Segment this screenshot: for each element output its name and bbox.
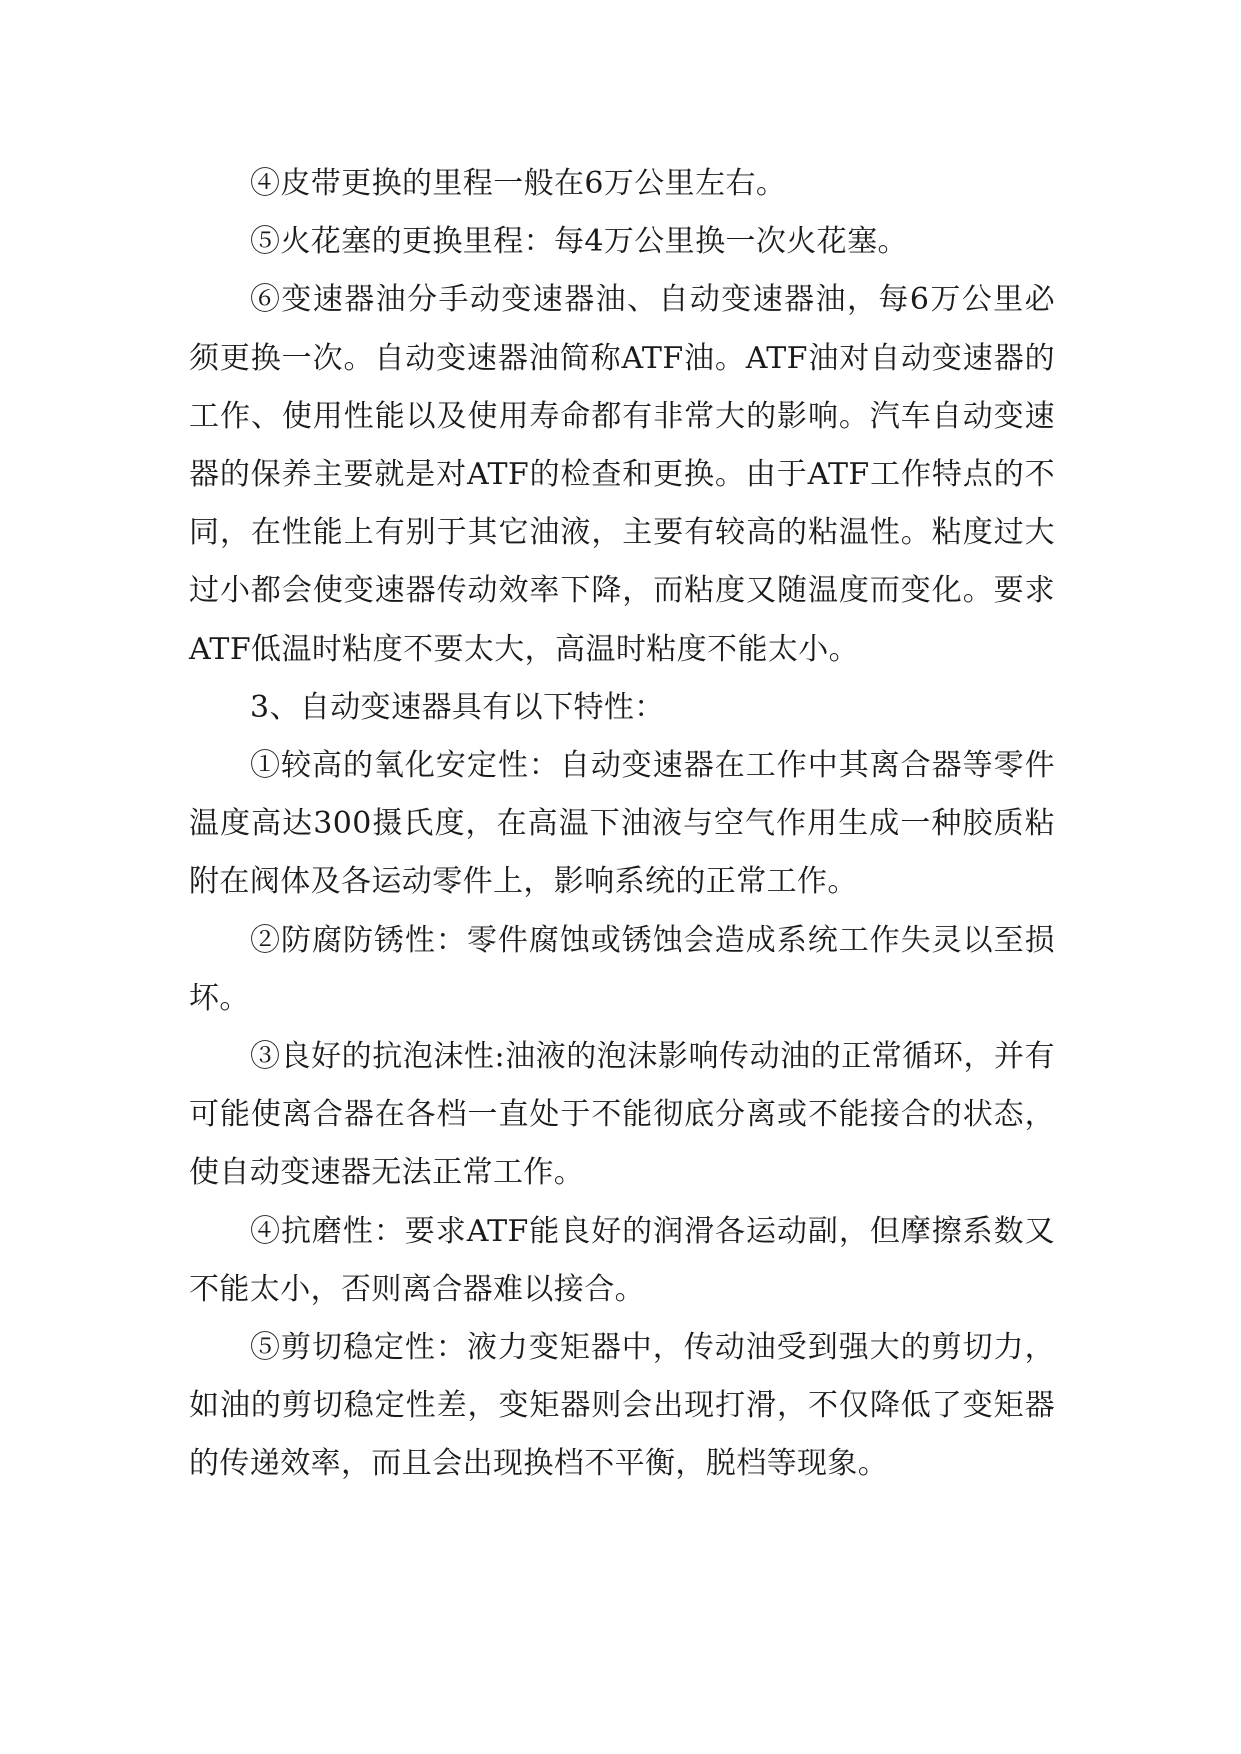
paragraph-anti-wear: ④抗磨性：要求ATF能良好的润滑各运动副，但摩擦系数又不能太小，否则离合器难以接合。 — [189, 1213, 1055, 1307]
paragraph-section-heading: 3、自动变速器具有以下特性： — [250, 689, 665, 725]
paragraph-anti-foam: ③良好的抗泡沫性:油液的泡沫影响传动油的正常循环，并有可能使离合器在各档一直处于不能彻底分离或不能接合的状态，使自动变速器无法正常工作。 — [189, 1039, 1055, 1191]
paragraph-belt-replacement: ④皮带更换的里程一般在6万公里左右。 — [250, 166, 787, 201]
paragraph-shear-stability: ⑤剪切稳定性：液力变矩器中，传动油受到强大的剪切力，如油的剪切稳定性差，变矩器则会出现打滑，不仅降低了变矩器的传递效率，而且会出现换档不平衡，脱档等现象。 — [189, 1330, 1055, 1482]
paragraph-spark-plug: ⑤火花塞的更换里程：每4万公里换一次火花塞。 — [250, 224, 908, 260]
paragraph-anti-corrosion: ②防腐防锈性：零件腐蚀或锈蚀会造成系统工作失灵以至损坏。 — [189, 922, 1055, 1016]
paragraph-oxidation-stability: ①较高的氧化安定性：自动变速器在工作中其离合器等零件温度高达300摄氏度，在高温下油液与空气作用生成一种胶质粘附在阀体及各运动零件上，影响系统的正常工作。 — [189, 748, 1055, 900]
paragraph-transmission-oil: ⑥变速器油分手动变速器油、自动变速器油，每6万公里必须更换一次。自动变速器油简称ATF油。ATF油对自动变速器的工作、使用性能以及使用寿命都有非常大的影响。汽车自动变速器的保养主要就是对ATF的检查和更换。由于ATF工作特点的不同，在性能上有别于其它油液，主要有较高的粘温性。粘度过大过小都会使变速器传动效率下降，而粘度又随温度而变化。要求ATF低温时粘度不要太大，高温时粘度不能太小。 — [189, 282, 1055, 667]
document-body — [189, 155, 1055, 1494]
